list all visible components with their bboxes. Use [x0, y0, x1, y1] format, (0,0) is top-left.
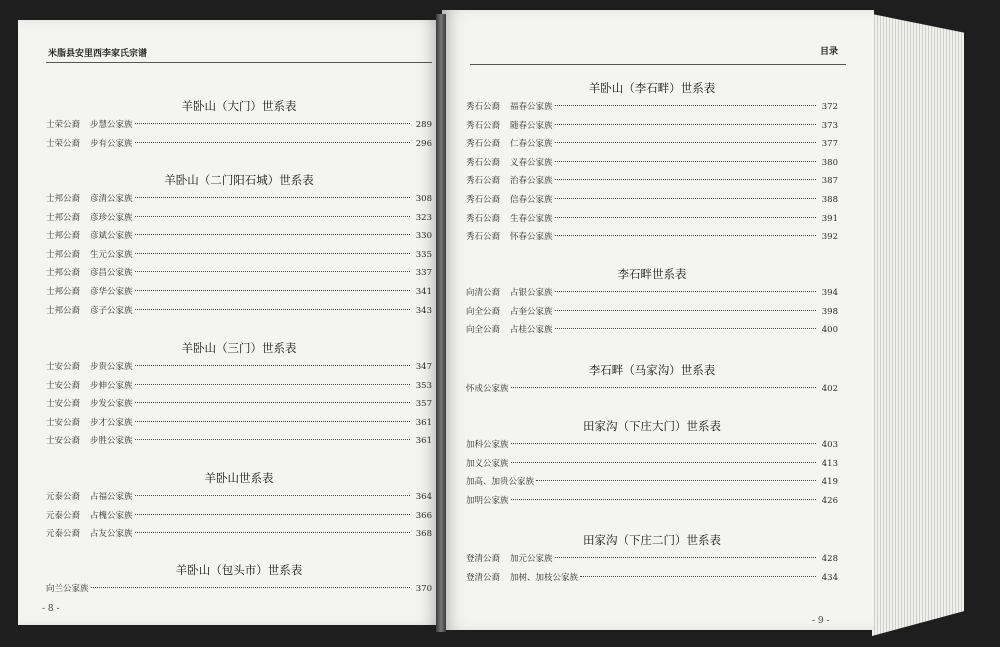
page-ref: 361	[415, 417, 432, 428]
ancestor-label: 元泰公裔	[46, 492, 81, 502]
toc-entry[interactable]	[46, 507, 432, 526]
dot-leader	[555, 291, 816, 292]
section-title: 李石畔世系表	[617, 267, 687, 281]
toc-entry[interactable]	[466, 455, 838, 474]
clan-label: 彦斌公家族	[90, 231, 133, 242]
page-ref: 380	[821, 157, 838, 168]
ancestor-label: 登清公裔	[466, 572, 501, 583]
clan-label: 彦华公家族	[90, 286, 133, 297]
toc-section	[466, 360, 838, 399]
toc-section	[466, 264, 838, 340]
ancestor-label: 秀石公裔	[466, 120, 501, 131]
page-ref: 403	[821, 440, 838, 450]
ancestor-label: 秀石公裔	[466, 157, 501, 168]
toc-entry[interactable]	[466, 172, 838, 191]
dot-leader	[135, 234, 410, 235]
page-number: - 9 -	[812, 616, 830, 626]
toc-section	[46, 170, 432, 320]
toc-entry[interactable]	[466, 436, 838, 455]
clan-label: 占槐公家族	[90, 510, 133, 521]
toc-entry[interactable]	[46, 135, 432, 154]
clan-label: 加义公家族	[466, 458, 509, 469]
dot-leader	[135, 309, 410, 310]
clan-label: 怀春公家族	[510, 232, 553, 243]
page-ref: 361	[415, 436, 432, 447]
clan-label: 加树、加枝公家族	[510, 572, 579, 583]
page-edges	[872, 14, 964, 636]
page-ref: 428	[821, 554, 838, 564]
ancestor-label: 士邦公裔	[46, 194, 81, 204]
toc-section	[46, 338, 432, 451]
clan-label: 生元公家族	[90, 249, 133, 260]
ancestor-label: 秀石公裔	[466, 194, 501, 205]
ancestor-label: 士邦公裔	[46, 305, 81, 316]
clan-label: 怀成公家族	[466, 384, 509, 394]
section-title: 羊卧山（李石畔）世系表	[588, 81, 716, 95]
page-ref: 391	[821, 213, 838, 224]
clan-label: 加元公家族	[510, 554, 553, 564]
dot-leader	[555, 310, 816, 311]
page-ref: 323	[415, 212, 432, 223]
toc-entry[interactable]	[46, 209, 432, 228]
clan-label: 加明公家族	[466, 495, 509, 506]
ancestor-label: 秀石公裔	[466, 232, 501, 243]
dot-leader	[555, 161, 816, 162]
ancestor-label: 士安公裔	[46, 399, 81, 410]
page-ref: 398	[821, 306, 838, 317]
page-ref: 337	[415, 268, 432, 279]
page-ref: 413	[821, 458, 838, 469]
toc-entry[interactable]	[466, 135, 838, 154]
toc-entry[interactable]	[46, 227, 432, 246]
dot-leader	[135, 216, 410, 217]
page-ref: 343	[415, 305, 432, 316]
dot-leader	[555, 124, 816, 125]
clan-label: 步发公家族	[90, 399, 133, 410]
toc-entry[interactable]	[466, 550, 838, 569]
toc-section	[466, 530, 838, 587]
toc-entry[interactable]	[46, 414, 432, 433]
toc-entry[interactable]	[466, 210, 838, 229]
dot-leader	[135, 439, 410, 440]
ancestor-label: 秀石公裔	[466, 102, 501, 112]
dot-leader	[135, 532, 410, 533]
toc-entry[interactable]	[46, 395, 432, 414]
page-number: - 8 -	[42, 604, 60, 614]
dot-leader	[536, 480, 816, 481]
dot-leader	[555, 328, 816, 329]
dot-leader	[135, 402, 410, 403]
ancestor-label: 士邦公裔	[46, 286, 81, 297]
clan-label: 占桂公家族	[510, 325, 553, 336]
header-rule	[46, 62, 432, 63]
dot-leader	[555, 217, 816, 218]
page-ref: 419	[821, 477, 838, 488]
page-ref: 347	[415, 362, 432, 372]
dot-leader	[555, 198, 816, 199]
ancestor-label: 士安公裔	[46, 380, 81, 391]
clan-label: 信春公家族	[510, 194, 553, 205]
ancestor-label: 士安公裔	[46, 436, 81, 447]
dot-leader	[511, 387, 816, 388]
section-title: 田家沟（下庄二门）世系表	[583, 533, 721, 547]
dot-leader	[511, 443, 816, 444]
toc-entry[interactable]	[46, 377, 432, 396]
clan-label: 彦子公家族	[90, 305, 133, 316]
dot-leader	[135, 271, 410, 272]
page-ref: 370	[415, 584, 432, 594]
clan-label: 向兰公家族	[46, 584, 89, 594]
ancestor-label: 秀石公裔	[466, 176, 501, 187]
toc-entry[interactable]	[46, 116, 432, 135]
page-ref: 357	[415, 399, 432, 410]
clan-label: 步贵公家族	[90, 362, 133, 372]
ancestor-label: 元泰公裔	[46, 529, 81, 540]
page-ref: 330	[415, 231, 432, 242]
page-ref: 377	[821, 139, 838, 150]
page-ref: 426	[821, 495, 838, 506]
ancestor-label: 士荣公裔	[46, 120, 81, 130]
ancestor-label: 士邦公裔	[46, 212, 81, 223]
ancestor-label: 士邦公裔	[46, 231, 81, 242]
clan-label: 占福公家族	[90, 492, 133, 502]
section-title: 羊卧山（三门）世系表	[181, 341, 297, 355]
clan-label: 彦清公家族	[90, 194, 133, 204]
page-ref: 335	[415, 249, 432, 260]
ancestor-label: 士荣公裔	[46, 138, 81, 149]
ancestor-label: 向全公裔	[466, 306, 501, 317]
section-title: 羊卧山世系表	[204, 471, 274, 485]
dot-leader	[555, 557, 816, 558]
page-ref: 368	[415, 529, 432, 540]
dot-leader	[135, 495, 410, 496]
right-page	[442, 10, 874, 630]
toc-entry[interactable]	[46, 358, 432, 377]
toc-entry[interactable]	[466, 303, 838, 322]
clan-label: 仁春公家族	[510, 139, 553, 150]
page-ref: 394	[821, 288, 838, 298]
dot-leader	[135, 290, 410, 291]
page-ref: 400	[821, 325, 838, 336]
dot-leader	[135, 142, 410, 143]
ancestor-label: 士安公裔	[46, 362, 81, 372]
dot-leader	[135, 197, 410, 198]
page-ref: 434	[821, 572, 838, 583]
section-title: 羊卧山（二门阳石城）世系表	[164, 173, 314, 187]
page-ref: 296	[415, 138, 432, 149]
clan-label: 步有公家族	[90, 138, 133, 149]
page-ref: 353	[415, 380, 432, 391]
toc-section	[466, 78, 838, 247]
book-spine	[436, 14, 446, 632]
ancestor-label: 元泰公裔	[46, 510, 81, 521]
dot-leader	[135, 365, 410, 366]
toc-entry[interactable]	[46, 432, 432, 451]
header-rule	[470, 64, 846, 65]
dot-leader	[555, 235, 816, 236]
dot-leader	[135, 421, 410, 422]
toc-entry[interactable]	[46, 264, 432, 283]
clan-label: 福春公家族	[510, 102, 553, 112]
ancestor-label: 登清公裔	[466, 554, 501, 564]
page-ref: 364	[415, 492, 432, 502]
dot-leader	[511, 462, 816, 463]
clan-label: 生春公家族	[510, 213, 553, 224]
page-ref: 366	[415, 510, 432, 521]
page-ref: 372	[821, 102, 838, 112]
toc-entry[interactable]	[466, 380, 838, 399]
dot-leader	[135, 123, 410, 124]
left-page	[18, 20, 440, 625]
dot-leader	[135, 253, 410, 254]
toc-entry[interactable]	[466, 191, 838, 210]
section-title: 羊卧山（包头市）世系表	[175, 563, 303, 577]
clan-label: 占银公家族	[510, 288, 553, 298]
clan-label: 加科公家族	[466, 440, 509, 450]
toc-entry[interactable]	[46, 488, 432, 507]
running-head: 目录	[819, 47, 838, 57]
page-ref: 289	[415, 120, 432, 130]
toc-section	[46, 468, 432, 544]
toc-section	[46, 560, 432, 599]
clan-label: 义春公家族	[510, 157, 553, 168]
ancestor-label: 秀石公裔	[466, 139, 501, 150]
dot-leader	[135, 384, 410, 385]
toc-entry[interactable]	[466, 473, 838, 492]
dot-leader	[555, 142, 816, 143]
clan-label: 占友公家族	[90, 529, 133, 540]
clan-label: 步慧公家族	[90, 120, 133, 130]
clan-label: 随春公家族	[510, 120, 553, 131]
toc-section	[466, 416, 838, 510]
ancestor-label: 秀石公裔	[466, 213, 501, 224]
page-ref: 308	[415, 194, 432, 204]
section-title: 羊卧山（大门）世系表	[181, 99, 297, 113]
toc-entry[interactable]	[466, 117, 838, 136]
running-head: 米脂县安里西李家氏宗谱	[48, 49, 148, 59]
dot-leader	[555, 179, 816, 180]
clan-label: 彦珍公家族	[90, 212, 133, 223]
clan-label: 占奎公家族	[510, 306, 553, 317]
ancestor-label: 向清公裔	[466, 288, 501, 298]
toc-entry[interactable]	[466, 284, 838, 303]
toc-entry[interactable]	[46, 302, 432, 321]
toc-section	[46, 96, 432, 153]
toc-entry[interactable]	[46, 190, 432, 209]
toc-entry[interactable]	[466, 228, 838, 247]
section-title: 李石畔（马家沟）世系表	[588, 363, 716, 377]
clan-label: 步伸公家族	[90, 380, 133, 391]
toc-entry[interactable]	[466, 492, 838, 511]
dot-leader	[555, 105, 816, 106]
ancestor-label: 士邦公裔	[46, 249, 81, 260]
clan-label: 彦昌公家族	[90, 268, 133, 279]
dot-leader	[580, 576, 816, 577]
section-title: 田家沟（下庄大门）世系表	[583, 419, 721, 433]
toc-entry[interactable]	[46, 246, 432, 265]
page-ref: 373	[821, 120, 838, 131]
clan-label: 加高、加贵公家族	[466, 477, 535, 488]
toc-entry[interactable]	[466, 569, 838, 588]
clan-label: 步才公家族	[90, 417, 133, 428]
toc-entry[interactable]	[46, 283, 432, 302]
ancestor-label: 士安公裔	[46, 417, 81, 428]
page-ref: 387	[821, 176, 838, 187]
dot-leader	[511, 499, 816, 500]
toc-entry[interactable]	[466, 321, 838, 340]
clan-label: 步胜公家族	[90, 436, 133, 447]
toc-entry[interactable]	[46, 580, 432, 599]
page-ref: 388	[821, 194, 838, 205]
dot-leader	[91, 587, 410, 588]
toc-entry[interactable]	[46, 525, 432, 544]
page-ref: 392	[821, 232, 838, 243]
page-ref: 341	[415, 286, 432, 297]
clan-label: 治春公家族	[510, 176, 553, 187]
dot-leader	[135, 514, 410, 515]
ancestor-label: 士邦公裔	[46, 268, 81, 279]
toc-entry[interactable]	[466, 98, 838, 117]
page-ref: 402	[821, 384, 838, 394]
toc-entry[interactable]	[466, 154, 838, 173]
ancestor-label: 向全公裔	[466, 325, 501, 336]
